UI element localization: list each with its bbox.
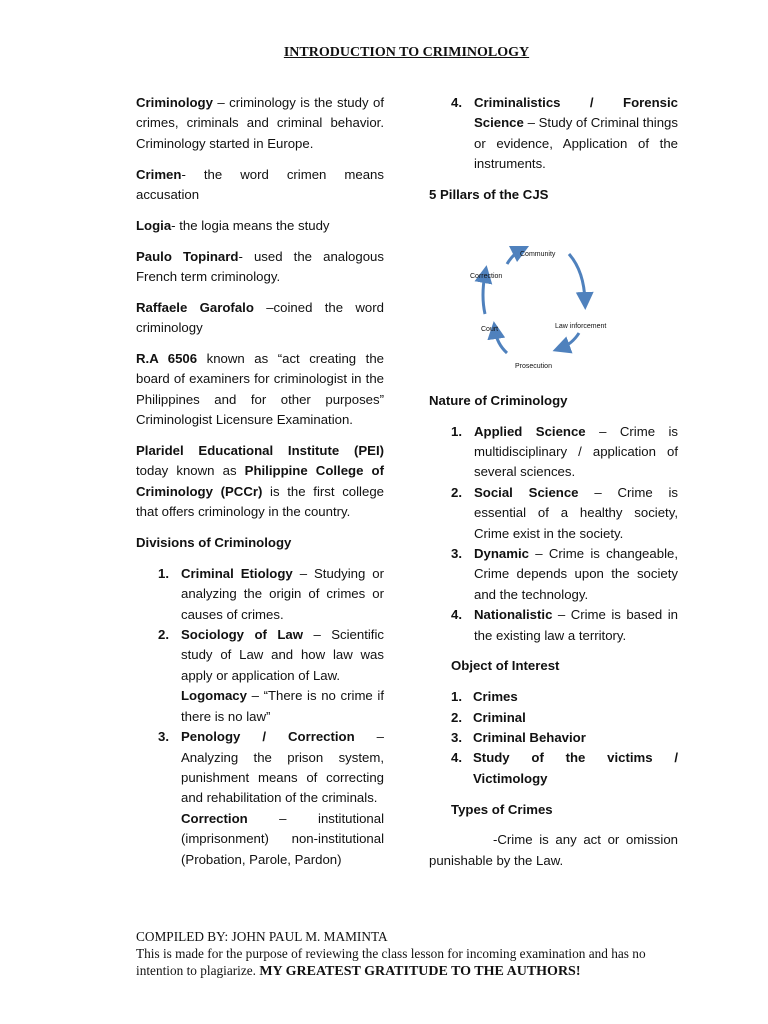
left-column xyxy=(136,93,384,870)
definition-logia xyxy=(136,216,384,236)
term: Logia xyxy=(136,217,172,233)
term: Penology / Correction xyxy=(181,729,355,745)
list-number: 1. xyxy=(158,565,169,581)
right-column xyxy=(429,93,678,882)
list-number: 4. xyxy=(451,95,462,110)
list-item xyxy=(136,727,384,870)
footer-note xyxy=(136,945,676,980)
disclaimer-text: This is made for the purpose of reviewing the class lesson for incoming examination and has no intention to plagiarize. xyxy=(136,946,646,978)
list-number: 2. xyxy=(158,627,169,643)
gratitude-text: MY GREATEST GRATITUDE TO THE AUTHORS! xyxy=(259,964,581,979)
term: Crimen xyxy=(136,166,182,182)
definition-pei xyxy=(136,441,384,523)
arrow-law-to-prosecution xyxy=(561,333,579,348)
object-label: Criminal xyxy=(473,709,526,725)
divisions-list-continued xyxy=(429,93,678,175)
term: Philippine College of Criminology (PCCr) xyxy=(136,463,384,499)
definition-ra6506 xyxy=(136,349,384,431)
definition-text: –coined the word criminology xyxy=(136,299,384,336)
definition-text: - the word crimen means accusation xyxy=(136,166,384,203)
term: Logomacy xyxy=(181,688,247,704)
list-number: 2. xyxy=(451,484,462,500)
pillars-heading: 5 Pillars of the CJS xyxy=(429,187,549,203)
types-text: -Crime is any act or omission punishable by the Law. xyxy=(429,832,678,868)
term: Correction xyxy=(181,810,248,826)
compiled-by: COMPILED BY: JOHN PAUL M. MAMINTA xyxy=(136,929,388,944)
page-title: INTRODUCTION TO CRIMINOLOGY xyxy=(283,45,530,60)
types-heading: Types of Crimes xyxy=(451,801,553,817)
list-item xyxy=(429,93,678,175)
item-text: – Analyzing the prison system, punishment means of correcting and rehabilitation of the criminals. xyxy=(181,729,384,806)
arrow-correction-to-community xyxy=(507,250,521,264)
term: Applied Science xyxy=(474,423,586,439)
definition-text: - the logia means the study xyxy=(171,217,330,233)
definition-text: today known as xyxy=(136,463,245,479)
item-text: – “There is no crime if there is no law” xyxy=(181,688,384,724)
item-text: – Study of Criminal things or evidence, Application of the instruments. xyxy=(474,115,678,172)
term: Dynamic xyxy=(474,546,529,562)
item-text: – Studying or analyzing the origin of crimes or causes of crimes. xyxy=(181,565,385,622)
pillar-court: Court xyxy=(481,325,499,333)
object-list xyxy=(429,687,678,789)
definition-text: - used the analogous French term criminology. xyxy=(136,248,384,285)
item-text: – Crime is based in the existing law a territory. xyxy=(474,607,678,643)
item-text: – Scientific study of Law and how law was apply or application of Law. xyxy=(181,627,384,683)
nature-heading: Nature of Criminology xyxy=(429,392,568,408)
item-text: – Crime is multidisciplinary / application of several sciences. xyxy=(474,423,679,480)
list-item xyxy=(451,748,678,789)
list-item xyxy=(451,708,678,728)
pillar-prosecution: Prosecution xyxy=(515,362,552,370)
pillar-law-enforcement: Law inforcement xyxy=(555,322,607,330)
item-text: – Crime is essential of a healthy society, Crime exist in the society. xyxy=(474,484,679,541)
term: Criminology xyxy=(136,95,213,110)
list-item xyxy=(429,605,678,646)
arrow-community-to-law xyxy=(569,254,585,301)
list-item xyxy=(429,483,678,544)
term: Social Science xyxy=(474,484,579,500)
list-item xyxy=(429,422,678,483)
definition-garofalo xyxy=(136,298,384,339)
cycle-arrows xyxy=(429,216,678,361)
term: Plaridel Educational Institute (PEI) xyxy=(136,443,384,459)
list-item xyxy=(136,625,384,727)
definition-text: known as “act creating the board of examiners for criminologist in the Philippines and for other purposes” Criminologist Licensure Examination. xyxy=(136,351,384,428)
definition-topinard xyxy=(136,247,384,288)
list-number: 1. xyxy=(451,689,462,705)
pillar-community: Community xyxy=(520,250,556,258)
definition-text: is the first college that offers criminology in the country. xyxy=(136,483,384,520)
list-item xyxy=(451,728,678,748)
object-label: Criminal Behavior xyxy=(473,730,586,746)
term: Criminal Etiology xyxy=(181,565,293,581)
list-number: 4. xyxy=(451,607,462,623)
term: Raffaele Garofalo xyxy=(136,299,254,315)
list-item xyxy=(451,687,678,707)
definition-crimen xyxy=(136,165,384,206)
list-number: 3. xyxy=(451,546,462,562)
term: Nationalistic xyxy=(474,607,553,623)
item-text: – institutional (imprisonment) non-institutional (Probation, Parole, Pardon) xyxy=(181,810,384,867)
footer xyxy=(136,928,676,980)
object-heading: Object of Interest xyxy=(451,658,560,674)
definition-criminology xyxy=(136,93,384,154)
divisions-list xyxy=(136,564,384,870)
term: Criminalistics / Forensic Science xyxy=(474,95,678,131)
list-number: 3. xyxy=(158,729,169,745)
sub-definition xyxy=(181,686,384,727)
item-text: – Crime is changeable, Crime depends upon the society and the technology. xyxy=(474,546,678,602)
term: Paulo Topinard xyxy=(136,248,239,264)
nature-list xyxy=(429,422,678,646)
pillar-correction: Correction xyxy=(470,272,503,280)
object-label: Crimes xyxy=(473,689,518,705)
term: R.A 6506 xyxy=(136,351,198,367)
divisions-heading: Divisions of Criminology xyxy=(136,535,292,551)
list-number: 2. xyxy=(451,709,462,725)
object-label: Study of the victims / Victimology xyxy=(473,750,678,786)
list-number: 4. xyxy=(451,750,462,766)
list-number: 1. xyxy=(451,423,462,439)
list-number: 3. xyxy=(451,730,462,746)
pillars-cycle-diagram xyxy=(429,216,678,370)
list-item xyxy=(136,564,384,625)
list-item xyxy=(429,544,678,605)
sub-definition xyxy=(181,809,384,870)
definition-text: – criminology is the study of crimes, criminals and criminal behavior. Criminology started in Europe. xyxy=(136,95,384,151)
term: Sociology of Law xyxy=(181,627,303,643)
